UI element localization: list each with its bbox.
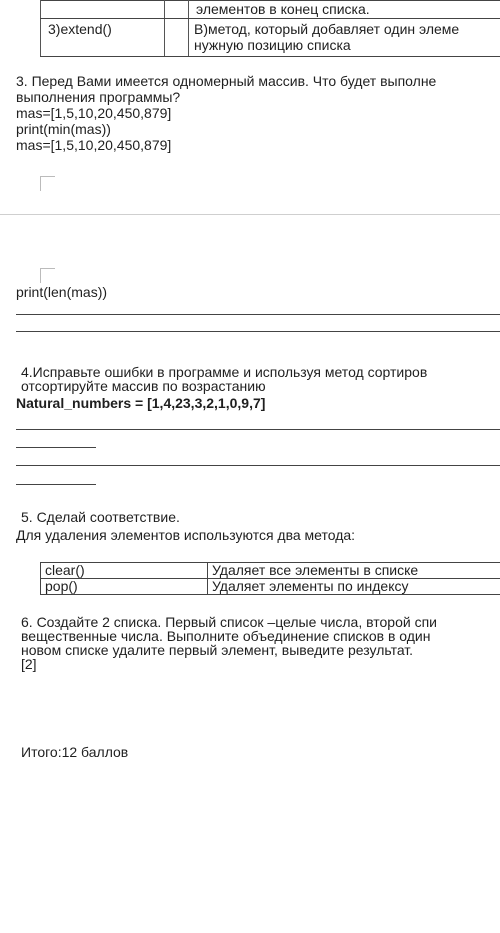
divider [0,214,500,215]
table-border [164,0,165,56]
answer-line [16,465,500,466]
table-border [188,0,189,56]
code-line: print(min(mas)) [16,121,111,137]
question-text: выполнения программы? [16,89,181,105]
code-line: mas=[1,5,10,20,450,879] [16,137,172,153]
table-border [40,0,41,56]
table-border [40,18,500,19]
question-text: вещественные числа. Выполните объединение списков в один [21,628,431,644]
question-text: 4.Исправьте ошибки в программе и используя метод сортиров [21,364,428,380]
methods-table [40,562,500,595]
question-text: Для удаления элементов используются два метода: [16,527,356,543]
placeholder-mark [40,268,55,283]
total-score: Итого:12 баллов [21,744,129,760]
answer-line [16,447,96,448]
placeholder-mark [40,176,55,191]
question-text: 6. Создайте 2 списка. Первый список –целые числа, второй спи [21,614,437,630]
question-text: 5. Сделай соответствие. [21,509,180,525]
table-row [41,563,500,579]
answer-line [16,314,500,315]
answer-line [16,429,500,430]
answer-line [16,484,96,485]
code-line: Natural_numbers = [1,4,23,3,2,1,0,9,7] [16,395,266,411]
question-text: отсортируйте массив по возрастанию [21,378,266,394]
table-cell: clear() [41,563,208,579]
table-cell: В)метод, который добавляет один элеме [194,21,460,37]
table-cell: нужную позицию списка [194,37,351,53]
question-text: 3. Перед Вами имеется одномерный массив. Что будет выполне [16,73,437,89]
code-line: print(len(mas)) [16,284,108,300]
table-cell: Удаляет все элементы в списке [208,563,500,579]
table-border [40,56,500,57]
table-cell: Удаляет элементы по индексу [208,579,500,595]
code-line: mas=[1,5,10,20,450,879] [16,105,172,121]
question-text: новом списке удалите первый элемент, выведите результат. [21,642,414,658]
table-cell: элементов в конец списка. [196,1,370,17]
table-row [41,579,500,595]
score-label: [2] [21,656,37,672]
answer-line [16,331,500,332]
table-cell: pop() [41,579,208,595]
table-cell: 3)extend() [48,21,112,37]
